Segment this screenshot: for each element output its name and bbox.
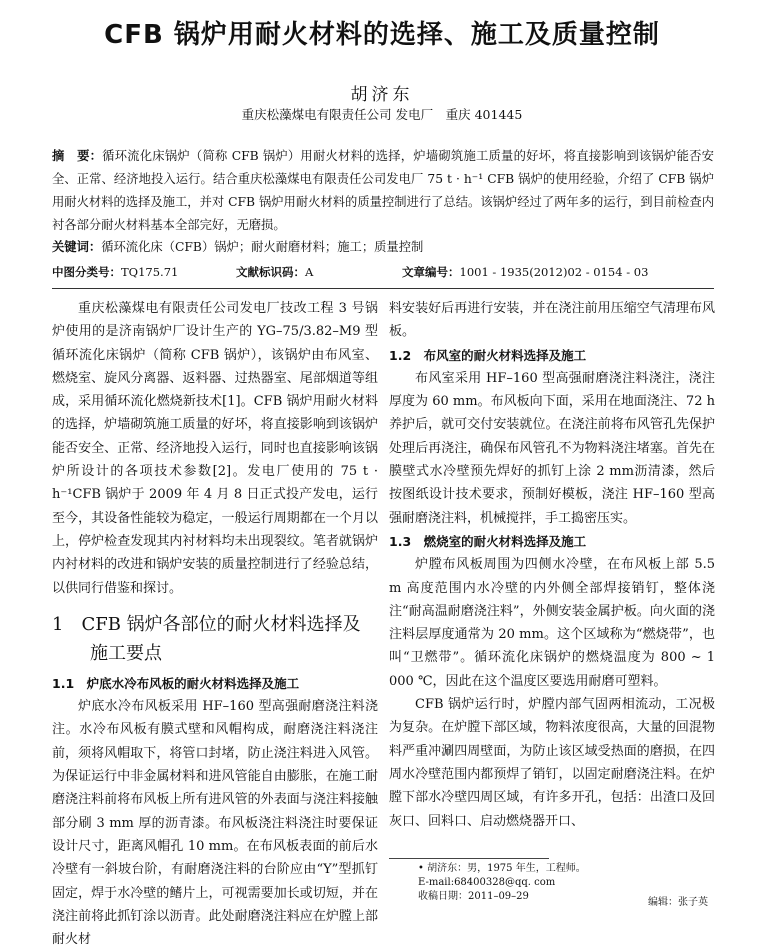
section-1-2-paragraph: 布风室采用 HF–160 型高强耐磨浇注料浇注，浇注厚度为 60 mm。布风板向下面，采用在地面浇注、72 h 养护后，就可交付安装就位。在浇注前将布风管孔先保护处理后再浇注，确保布风管孔不为物料浇注堵塞。首先在膜壁式水冷壁预先焊好的抓钉上涂 2 mm沥清漆，然后按图纸设计技术要求，预制好模板，浇注 HF–160 型高强耐磨浇注料，机械搅拌，手工捣密压实。 <box>389 370 715 526</box>
clc-number <box>52 264 178 280</box>
header-divider <box>52 288 714 289</box>
subsection-1-1-heading: 1.1 炉底水冷布风板的耐火材料选择及施工 <box>52 675 300 691</box>
subsection-1-3-heading: 1.3 燃烧室的耐火材料选择及施工 <box>389 533 587 549</box>
editor-credit: 编辑：张子英 <box>648 897 708 908</box>
abstract-text: 循环流化床锅炉（简称 CFB 锅炉）用耐火材料的选择，炉墙砌筑施工质量的好坏，将直接影响到该锅炉能否安全、正常、经济地投入运行。结合重庆松藻煤电有限责任公司发电厂 75 t · h⁻¹ CFB 锅炉的使用经验，介绍了 CFB 锅炉用耐火材料的选择及施工，并对 CFB 锅炉用耐火材料的质量控制进行了总结。该锅炉经过了两年多的运行，到目前检查内衬各部分耐火材料基本全部完好，无磨损。 <box>52 149 714 232</box>
doc-code-value: A <box>305 265 314 279</box>
section-1-3-paragraph-2: CFB 锅炉运行时，炉膛内部气固两相流动，工况极为复杂。在炉膛下部区域，物料浓度很高，大量的回混物料严重冲涮四周壁面，为防止该区域受热面的磨损，在四周水冷壁范围内都预焊了销钉，以固定耐磨浇注料。在炉膛下部水冷壁四周区域，有许多开孔，包括：出渣口及回灰口、回料口、启动燃烧器开口、 <box>389 697 715 829</box>
article-no-value: 1001 - 1935(2012)02 - 0154 - 03 <box>459 265 649 279</box>
subsection-1-2-heading: 1.2 布风室的耐火材料选择及施工 <box>389 347 587 363</box>
footnote-divider <box>389 858 549 859</box>
article-no-label: 文章编号： <box>402 265 460 279</box>
keywords-block <box>52 237 714 257</box>
footnote <box>418 862 586 904</box>
clc-value: TQ175.71 <box>121 265 179 279</box>
footnote-author-line: • 胡济东：男，1975 年生，工程师。 <box>418 863 586 874</box>
footnote-received-line: 收稿日期：2011–09–29 <box>418 891 529 902</box>
intro-paragraph: 重庆松藻煤电有限责任公司发电厂技改工程 3 号锅炉使用的是济南锅炉厂设计生产的 YG–75/3.82–M9 型循环流化床锅炉（简称 CFB 锅炉），该锅炉由布风室、燃烧室、旋风分离器、返料器、过热器室、尾部烟道等组成，采用循环流化燃烧新技术[1]。CFB 锅炉用耐火材料的选择，炉墙砌筑施工质量的好坏，将直接影响到该锅炉能否安全、正常、经济地投入运行，同时也直接影响该锅炉所设计的各项技术参数[2]。发电厂使用的 75 t · h⁻¹CFB 锅炉于 2009 年 4 月 8 日正式投产发电，运行至今，其设备性能较为稳定，一般运行周期都在一个月以上，停炉检查发现其内衬材料均未出现裂纹。笔者就锅炉内衬材料的改进和锅炉安装的质量控制进行了经验总结，以供同行借鉴和探讨。 <box>52 301 378 596</box>
article-number <box>402 264 648 280</box>
document-code <box>236 264 313 280</box>
affiliation: 重庆松藻煤电有限责任公司 发电厂 重庆 401445 <box>241 107 523 122</box>
section-1-1-paragraph: 炉底水冷布风板采用 HF–160 型高强耐磨浇注料浇注。水冷布风板有膜式壁和风帽构成，耐磨浇注料浇注前，须将风帽取下，将管口封堵，防止浇注料进入风管。为保证运行中非金属材料和进风管能自由膨胀，在施工耐磨浇注料前将布风板上所有进风管的外表面与浇注料接触部分刷 3 mm 厚的沥青漆。布风板浇注料浇注时要保证设计尺寸，距离风帽孔 10 mm。在布风板表面的前后水冷壁有一斜坡台阶，有耐磨浇注料的台阶应由“Y”型抓钉固定，焊于水冷壁的鳍片上，可视需要加长或切短，并在浇注前将此抓钉涂以沥青。此处耐磨浇注料应在炉膛上部耐火材 <box>52 699 378 948</box>
footnote-email-line: E-mail:68400328@qq. com <box>418 877 556 888</box>
keywords-label: 关键词： <box>52 240 102 254</box>
abstract-block <box>52 145 714 237</box>
right-column <box>389 297 715 833</box>
continued-paragraph: 料安装好后再进行安装，并在浇注前用压缩空气清理布风板。 <box>389 301 715 340</box>
author-name: 胡济东 <box>350 85 414 105</box>
left-column <box>52 297 378 951</box>
section-1-heading: 1 CFB 锅炉各部位的耐火材料选择及施工要点 <box>52 613 361 664</box>
abstract-label: 摘 要： <box>52 149 103 163</box>
section-1-3-paragraph-1: 炉膛布风板周围为四侧水冷壁，在布风板上部 5.5 m 高度范围内水冷壁的内外侧全部焊接销钉，整体浇注“耐高温耐磨浇注料”，外侧安装金属护板。向火面的浇注料层厚度通常为 20 mm。这个区域称为“燃烧带”，也叫“卫燃带”。循环流化床锅炉的燃烧温度为 800 ~ 1 000 ℃，因此在这个温度区要选用耐磨可塑料。 <box>389 557 715 689</box>
keywords-text: 循环流化床（CFB）锅炉；耐火耐磨材料；施工；质量控制 <box>101 240 424 254</box>
doc-code-label: 文献标识码： <box>236 265 305 279</box>
paper-title: CFB 锅炉用耐火材料的选择、施工及质量控制 <box>104 20 660 50</box>
clc-label: 中图分类号： <box>52 265 121 279</box>
